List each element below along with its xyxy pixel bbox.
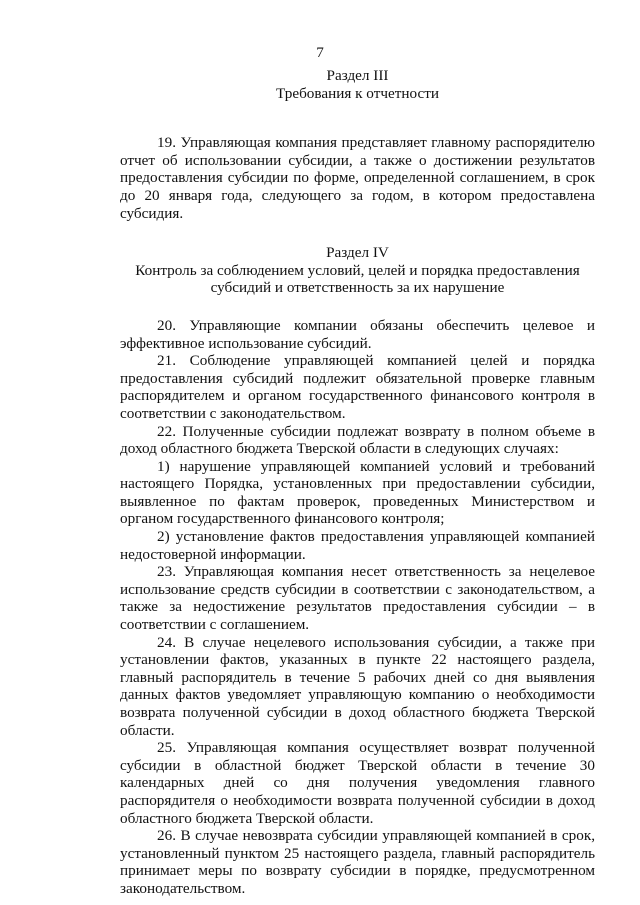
paragraph-26: 26. В случае невозврата субсидии управляющей компанией в срок, установленный пунктом 25 настоящего раздела, главный распорядитель принимает меры по возврату субсидии в порядке, предусмотренном законодательством. xyxy=(120,827,595,897)
document-body xyxy=(120,67,595,898)
section-3-label: Раздел III xyxy=(326,67,389,84)
section-3-title: Требования к отчетности xyxy=(276,84,439,102)
paragraph-22-item-2: 2) установление фактов предоставления управляющей компанией недостоверной информации. xyxy=(120,528,595,563)
paragraph-23: 23. Управляющая компания несет ответственность за нецелевое использование средств субсидии в соответствии с законодательством, а также за недостижение результатов предоставления субсидии – в соответствии с соглашением. xyxy=(120,563,595,634)
paragraph-24: 24. В случае нецелевого использования субсидии, а также при установлении фактов, указанных в пункте 22 настоящего раздела, главный распорядитель в течение 5 рабочих дней со дня выявления данных фактов уведомляет управляющую компанию о необходимости возврата полученной субсидии в доход областного бюджета Тверской области. xyxy=(120,633,595,739)
paragraph-21: 21. Соблюдение управляющей компанией целей и порядка предоставления субсидий подлежит обязательной проверке главным распорядителем и органом государственного финансового контроля в соответствии с законодательством. xyxy=(120,352,595,422)
section-4-heading xyxy=(120,244,595,297)
section-3-heading xyxy=(120,67,595,102)
section-4-label: Раздел IV xyxy=(326,244,389,262)
paragraph-19: 19. Управляющая компания представляет главному распорядителю отчет об использовании субсидии, а также о достижении результатов предоставления субсидии по форме, определенной соглашением, в срок до 20 января года, следующего за годом, в котором предоставлена субсидия. xyxy=(120,134,595,222)
paragraph-25: 25. Управляющая компания осуществляет возврат полученной субсидии в областной бюджет Тверской области в течение 30 календарных дней со дня получения уведомления главного распорядителя о необходимости возврата полученной субсидии в доход областного бюджета Тверской области. xyxy=(120,739,595,827)
page-number: 7 xyxy=(316,44,324,61)
section-4-title-line-1: Контроль за соблюдением условий, целей и порядка предоставления xyxy=(135,261,580,279)
section-4-title-line-2: субсидий и ответственность за их нарушение xyxy=(210,279,505,297)
paragraph-22-item-1: 1) нарушение управляющей компанией условий и требований настоящего Порядка, установленных при предоставлении субсидии, выявленное по фактам проверок, проведенных Министерством и органом государственного финансового контроля; xyxy=(120,457,595,528)
paragraph-22: 22. Полученные субсидии подлежат возврату в полном объеме в доход областного бюджета Тверской области в следующих случаях: xyxy=(120,422,595,458)
paragraph-20: 20. Управляющие компании обязаны обеспечить целевое и эффективное использование субсидий. xyxy=(120,316,595,352)
